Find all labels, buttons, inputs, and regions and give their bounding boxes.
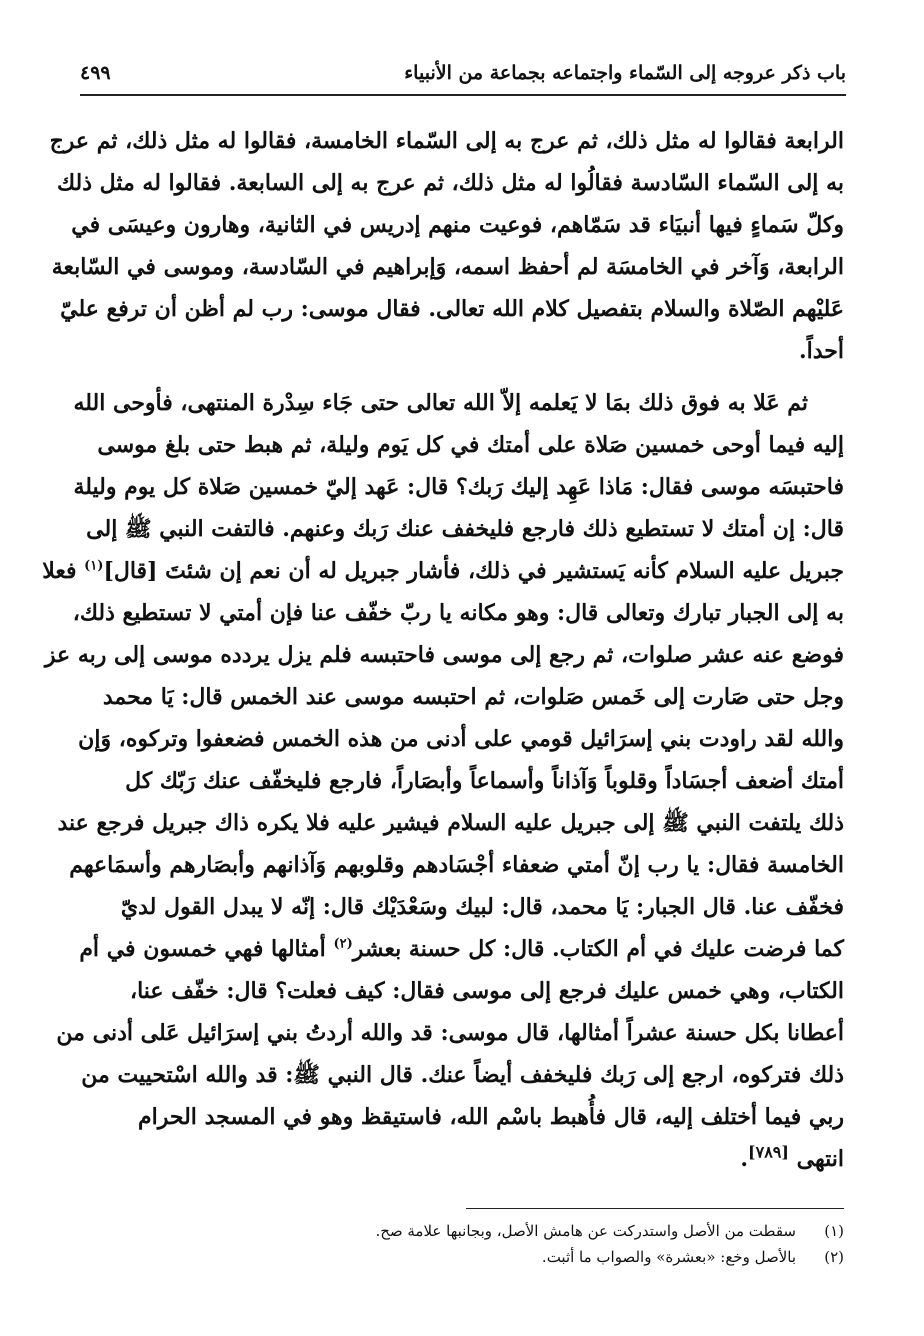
text-line — [79, 928, 844, 970]
text-segment: . — [740, 1146, 749, 1172]
footnotes — [84, 1218, 844, 1270]
text-line: ذلك يلتفت النبي ﷺ إلى جبريل عليه السلام فيشير عليه فلا يكره ذاك جبريل فرجع عند — [57, 810, 844, 836]
hadith-reference: [٧٨٩] — [748, 1142, 789, 1162]
text-line: الرابعة، وَآخر في الخامسَة لم أحفظ اسمه، وَإبراهيم في السّادسة، وموسى في السّابعة — [51, 254, 844, 280]
text-line: وجل حتى صَارت إلى خَمس صَلوات، ثم احتبسه موسى عند الخمس قال: يَا محمد — [102, 684, 844, 710]
text-segment: انتهى — [796, 1146, 844, 1172]
text-line: أعطانا بكل حسنة عشراً أمثالها، قال موسى: قد والله أردتُ بني إسرَائيل عَلى أدنى من — [56, 1020, 844, 1046]
text-line: الرابعة فقالوا له مثل ذلك، ثم عرج به إلى السّماء الخامسة، فقالوا له مثل ذلك، ثم عرج — [49, 128, 844, 154]
running-title: باب ذكر عروجه إلى السّماء واجتماعه بجماعة من الأنبياء — [404, 62, 846, 84]
text-line: وكلّ سَماءٍ فيها أنبيَاء قد سَمّاهم، فوعيت منهم إدريس في الثانية، وهارون وعيسَى في — [71, 212, 844, 238]
text-line — [84, 1138, 844, 1180]
footnote-text: بالأصل وخع: «بعشرة» والصواب ما أثبت. — [541, 1248, 796, 1266]
text-segment: فعلا — [42, 558, 77, 584]
text-line — [42, 550, 844, 592]
main-text — [42, 120, 844, 1180]
text-line: به إلى السّماء السّادسة فقالُوا له مثل ذلك، ثم عرج به إلى السابعة. فقالوا له مثل ذلك — [56, 170, 844, 196]
text-line: ربي فيما أختلف إليه، قال فأُهبط باسْم الله، فاستيقظ وهو في المسجد الحرام — [138, 1104, 844, 1130]
page-number: ٤٩٩ — [80, 62, 111, 84]
text-segment: جبريل عليه السلام كأنه يَستشير في ذلك، فأشار جبريل له أن نعم إن شئتَ [قال] — [103, 558, 844, 584]
footnote-number: (١) — [824, 1222, 844, 1240]
text-line: فاحتبسَه موسى فقال: مَاذا عَهِد إليك رَبك؟ قال: عَهد إليّ خمسين صَلاة كل يوم وليلة — [73, 474, 844, 500]
text-line: إليه فيما أوحى خمسين صَلاة على أمتك في كل يَوم وليلة، ثم هبط حتى بلغ موسى — [97, 432, 844, 458]
text-line: الخامسة فقال: يا رب إنّ أمتي ضعفاء أجْسَادهم وقلوبهم وَآذانهم وأبصَارهم وأسمَاعهم — [69, 852, 844, 878]
footnote-marker-2: (٢) — [333, 936, 353, 952]
page-header — [80, 60, 846, 96]
text-line: فخفّف عنا. قال الجبار: يَا محمد، قال: لبيك وسَعْدَيْك قال: إنّه لا يبدل القول لديّ — [120, 894, 844, 920]
text-line: فوضع عنه عشر صلوات، ثم رجع إلى موسى فاحتبسه فلم يزل يردده موسى إلى ربه عز — [44, 642, 844, 668]
text-line: قال: إن أمتك لا تستطيع ذلك فارجع فليخفف عنك رَبك وعنهم. فالتفت النبي ﷺ إلى — [86, 516, 844, 542]
footnote-2 — [84, 1244, 844, 1270]
paragraph-2 — [42, 382, 844, 1180]
text-line: به إلى الجبار تبارك وتعالى قال: وهو مكانه يا ربّ خفّف عنا فإن أمتي لا تستطيع ذلك، — [72, 600, 844, 626]
footnote-text: سقطت من الأصل واستدركت عن هامش الأصل، وبجانبها علامة صح. — [375, 1222, 796, 1240]
footnote-divider — [466, 1208, 844, 1209]
text-line: والله لقد راودت بني إسرَائيل قومي على أدنى من هذه الخمس فضعفوا وتركوه، وَإن — [78, 726, 844, 752]
text-line: عَليْهم الصّلاة والسلام بتفصيل كلام الله تعالى. فقال موسى: رب لم أظن أن ترفع عليّ — [60, 296, 844, 322]
text-line: أمتك أضعف أجسَاداً وقلوباً وَآذاناً وأسماعاً وأبصَاراً، فارجع فليخفّف عنك رَبّك كل — [125, 768, 844, 794]
paragraph-1 — [49, 120, 844, 372]
footnote-number: (٢) — [824, 1248, 844, 1266]
text-line: أحداً. — [798, 338, 844, 364]
text-segment: أمثالها فهي خمسون في أم — [79, 936, 326, 962]
text-line: ثم عَلا به فوق ذلك بمَا لا يَعلمه إلاّ الله تعالى حتى جَاء سِدْرة المنتهى، فأوحى الله — [73, 390, 808, 416]
text-segment: كما فرضت عليك في أم الكتاب. قال: كل حسنة بعشر — [352, 936, 844, 962]
footnote-marker-1: (١) — [84, 558, 104, 574]
text-line: الكتاب، وهي خمس عليك فرجع إلى موسى فقال: كيف فعلت؟ قال: خفّف عنا، — [129, 978, 844, 1004]
text-line: ذلك فتركوه، ارجع إلى رَبك فليخفف أيضاً عنك. قال النبي ﷺ: قد والله اسْتحييت من — [81, 1062, 844, 1088]
footnote-1 — [84, 1218, 844, 1244]
